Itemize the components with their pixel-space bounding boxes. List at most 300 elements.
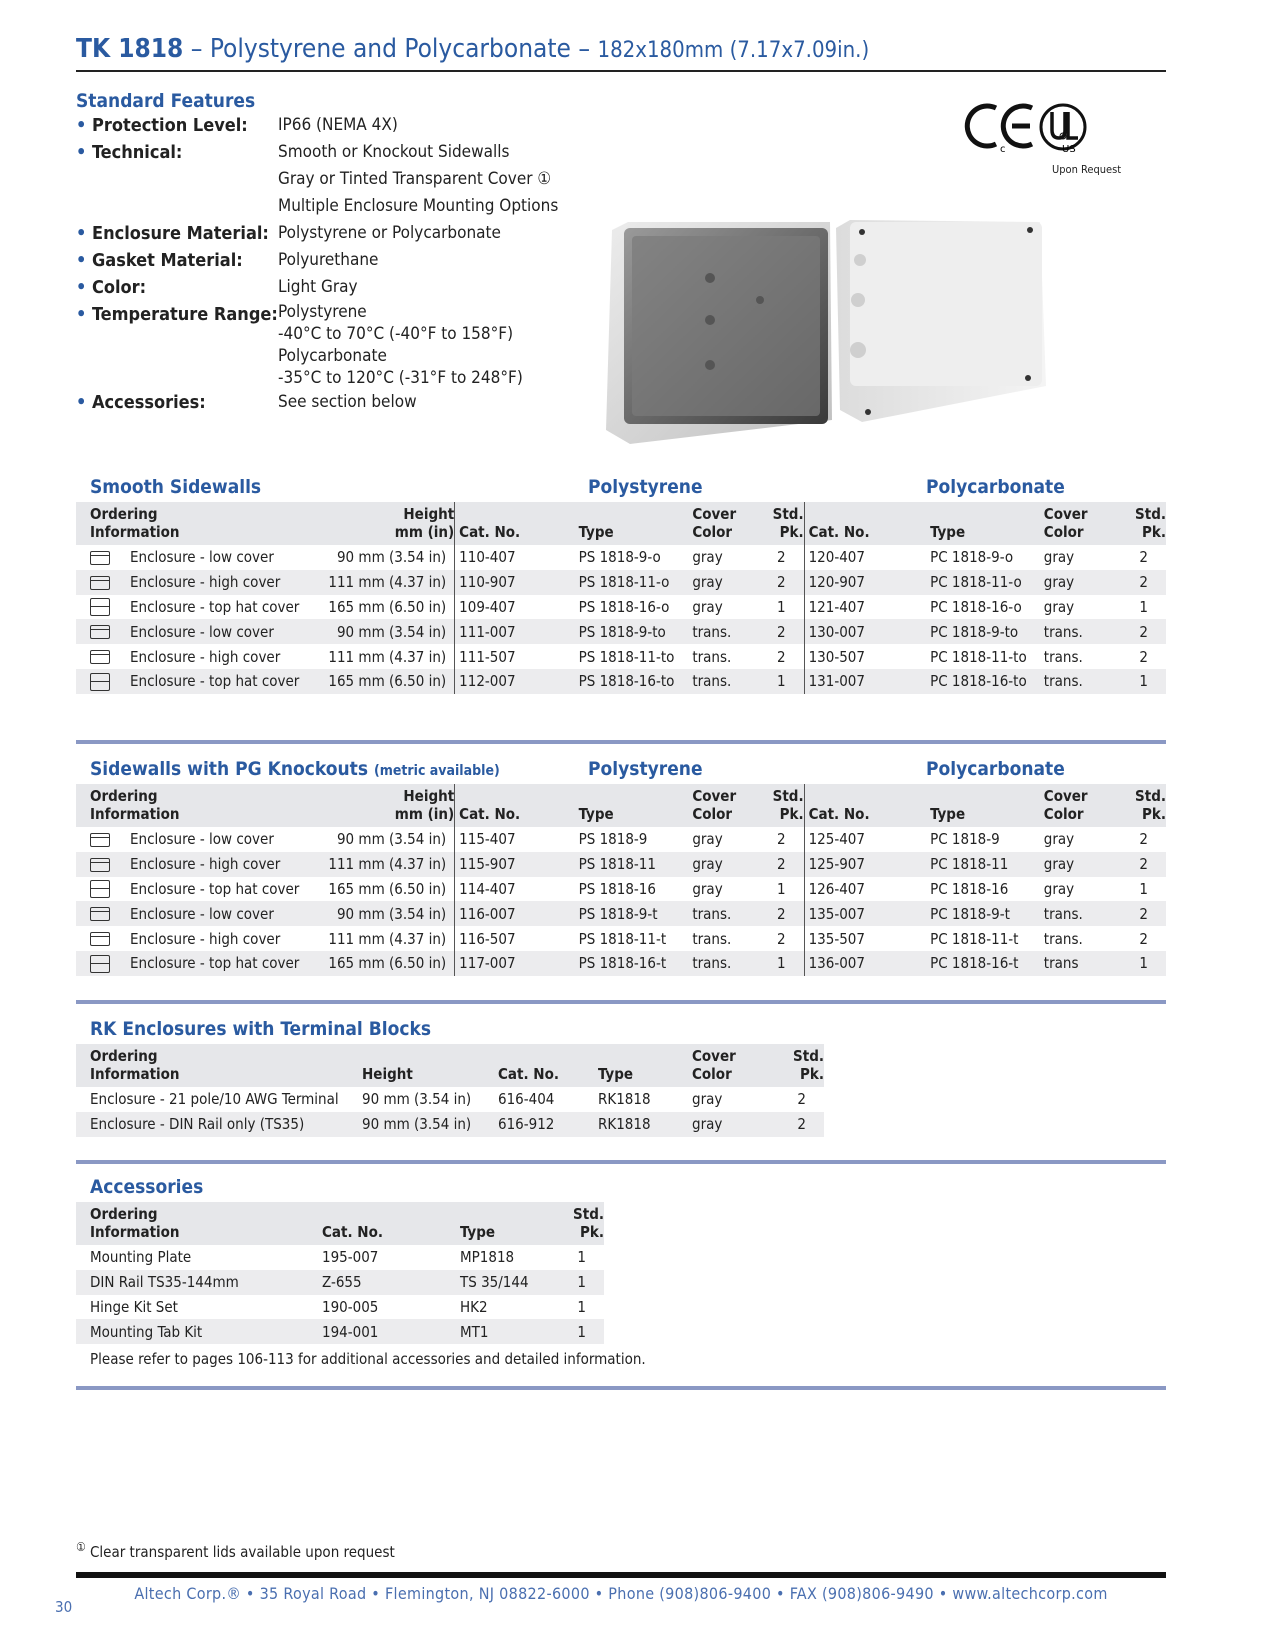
table-cell: 110-407 — [459, 548, 516, 567]
table-cell: 131-007 — [804, 669, 926, 694]
table-row — [76, 1270, 1166, 1295]
cell-text: Enclosure - top hat cover — [130, 597, 300, 616]
table-cell: trans. — [688, 901, 754, 926]
section-divider — [76, 740, 1166, 744]
table-cell: 135-007 — [804, 901, 926, 926]
enclosure-icon — [90, 673, 110, 691]
feature-label — [76, 112, 278, 139]
column-header: Ordering Information — [76, 502, 324, 545]
cell-text: Enclosure - top hat cover — [130, 954, 300, 973]
knockout-sidewalls-table — [76, 784, 1166, 976]
column-header: Std. Pk. — [754, 784, 804, 827]
table-cell: 2 — [754, 644, 804, 669]
table-cell: 2 — [754, 827, 804, 852]
enclosure-icon — [90, 880, 110, 898]
table-cell: 616-404 — [498, 1090, 555, 1109]
enclosure-icon — [90, 955, 110, 973]
footnote — [76, 1540, 395, 1561]
table-cell: 2 — [1139, 647, 1148, 666]
table-cell: PS 1818-9 — [578, 830, 648, 849]
table-cell: 1 — [568, 1270, 604, 1295]
table-cell: 111 mm (4.37 in) — [324, 926, 455, 951]
table-row — [76, 1245, 1166, 1270]
table-cell: gray — [1043, 879, 1075, 898]
table-row — [76, 644, 1166, 669]
table-cell: 190-005 — [322, 1297, 379, 1316]
table-cell: DIN Rail TS35-144mm — [76, 1270, 318, 1295]
table-cell: 115-907 — [455, 852, 575, 877]
column-header: Ordering Information — [76, 1044, 358, 1087]
table-cell: 90 mm (3.54 in) — [324, 827, 455, 852]
feature-row — [76, 139, 596, 220]
column-header: Type — [926, 784, 1040, 827]
column-header: Height — [358, 1044, 494, 1087]
table-row — [76, 545, 1166, 570]
column-header: Std. Pk. — [774, 1044, 824, 1087]
column-header: Cat. No. — [455, 502, 575, 545]
model-number: TK 1818 — [76, 34, 184, 64]
table-cell: gray — [692, 830, 723, 849]
table-cell: 90 mm (3.54 in) — [324, 545, 455, 570]
feature-label-text: Color: — [92, 277, 147, 298]
table-cell: PS 1818-16-to — [575, 669, 689, 694]
table-cell: gray — [692, 548, 723, 567]
table-row — [76, 1319, 1166, 1344]
features-list — [76, 112, 596, 416]
feature-row — [76, 247, 596, 274]
footnote-mark: ① — [76, 1540, 86, 1554]
table-cell: 2 — [754, 926, 804, 951]
table-cell: Mounting Tab Kit — [76, 1319, 318, 1344]
table-cell: PC 1818-16 — [930, 879, 1009, 898]
feature-value: Multiple Enclosure Mounting Options — [278, 196, 559, 216]
table-cell: PC 1818-11-o — [926, 570, 1040, 595]
table-row — [76, 619, 1166, 644]
ce-mark-icon — [967, 106, 1032, 146]
table-cell: 1 — [577, 1248, 586, 1267]
table-cell: 1 — [754, 669, 804, 694]
table-cell: trans. — [692, 929, 732, 948]
knockout-sidewalls-title — [90, 758, 500, 780]
feature-row — [76, 274, 596, 301]
cell-text: Enclosure - high cover — [130, 573, 281, 592]
column-header: Std. Pk. — [754, 502, 804, 545]
table-row — [76, 827, 1166, 852]
company-address: Altech Corp.® • 35 Royal Road • Flemington, NJ 08822-6000 • Phone (908)806-9400 • FAX (908)806-9490 • www.altechcorp.com — [134, 1584, 1108, 1603]
feature-values — [278, 247, 378, 274]
table-cell: gray — [1043, 830, 1075, 849]
table-cell: 1 — [568, 1319, 604, 1344]
smooth-sidewalls-section — [76, 476, 1166, 694]
table-cell: gray — [692, 1090, 723, 1109]
table-cell: PS 1818-9-to — [575, 619, 689, 644]
rk-title: RK Enclosures with Terminal Blocks — [90, 1018, 432, 1040]
feature-value: Polystyrene or Polycarbonate — [278, 223, 501, 243]
table-row — [76, 1295, 1166, 1320]
table-cell: gray — [692, 597, 723, 616]
table-cell: 115-407 — [459, 830, 516, 849]
table-row — [76, 1087, 1166, 1112]
table-cell: 1 — [754, 595, 804, 620]
table-cell: PS 1818-9-t — [575, 901, 689, 926]
table-cell: 1 — [1106, 951, 1166, 976]
feature-values — [278, 301, 523, 389]
table-cell: PS 1818-16-o — [578, 597, 670, 616]
table-cell: 2 — [1139, 548, 1148, 567]
accessories-table — [76, 1202, 1166, 1344]
table-cell: 111 mm (4.37 in) — [324, 570, 455, 595]
table-cell: 112-007 — [455, 669, 575, 694]
cell-text: Enclosure - low cover — [130, 830, 274, 849]
table-cell: 90 mm (3.54 in) — [358, 1112, 494, 1137]
table-row — [76, 595, 1166, 620]
column-header: Cat. No. — [804, 502, 926, 545]
table-header-row — [76, 502, 1166, 545]
title-material: Polystyrene and Polycarbonate — [209, 34, 571, 64]
table-cell: 165 mm (6.50 in) — [324, 877, 455, 902]
bullet-icon: • — [76, 142, 92, 163]
smooth-sidewalls-title: Smooth Sidewalls — [90, 476, 262, 498]
table-cell: PS 1818-11-to — [578, 647, 675, 666]
table-cell: gray — [1043, 548, 1075, 567]
table-cell: 111-507 — [459, 647, 516, 666]
column-header: Cover Color — [688, 784, 754, 827]
table-cell: trans. — [1040, 669, 1106, 694]
transparent-lid-enclosure — [606, 222, 832, 444]
feature-value: Light Gray — [278, 277, 358, 297]
feature-value: Smooth or Knockout Sidewalls — [278, 142, 510, 162]
table-cell: trans. — [1043, 929, 1083, 948]
feature-value: IP66 (NEMA 4X) — [278, 115, 398, 135]
table-cell: 125-907 — [804, 852, 926, 877]
title-dash: – — [570, 34, 598, 64]
table-cell: 2 — [774, 1112, 824, 1137]
table-cell: RK1818 — [598, 1090, 651, 1109]
table-cell — [76, 570, 324, 595]
column-header: Cover Color — [1040, 502, 1106, 545]
accessories-title: Accessories — [90, 1176, 204, 1198]
table-cell: PS 1818-11 — [575, 852, 689, 877]
table-cell — [76, 644, 324, 669]
column-header: Cover Color — [688, 1044, 774, 1087]
table-cell: PC 1818-16-t — [926, 951, 1040, 976]
table-cell: 2 — [754, 570, 804, 595]
table-cell — [76, 669, 324, 694]
table-row — [76, 1112, 1166, 1137]
table-cell: 1 — [1106, 669, 1166, 694]
page-title — [76, 34, 1166, 72]
table-cell: gray — [1043, 597, 1075, 616]
table-cell: 2 — [754, 619, 804, 644]
table-cell: 130-007 — [804, 619, 926, 644]
upon-request-note: Upon Request — [1052, 163, 1122, 176]
table-cell: 1 — [577, 1297, 586, 1316]
table-cell: 110-907 — [455, 570, 575, 595]
table-cell: PC 1818-9-o — [930, 548, 1014, 567]
footer-bar — [76, 1572, 1166, 1578]
enclosure-product-photo — [600, 220, 1090, 460]
table-cell: Mounting Plate — [90, 1248, 192, 1267]
enclosure-icon — [90, 576, 110, 590]
table-cell: MT1 — [456, 1319, 568, 1344]
table-cell: 165 mm (6.50 in) — [324, 595, 455, 620]
bullet-icon: • — [76, 115, 92, 136]
table-row — [76, 570, 1166, 595]
feature-label-text: Protection Level: — [92, 115, 248, 136]
metric-note: (metric available) — [373, 763, 500, 779]
feature-value: Gray or Tinted Transparent Cover ① — [278, 169, 552, 189]
table-cell: trans. — [1040, 619, 1106, 644]
table-cell — [76, 619, 324, 644]
table-row — [76, 951, 1166, 976]
gray-lid-enclosure — [836, 220, 1046, 422]
table-cell: PS 1818-16 — [578, 879, 656, 898]
table-cell: gray — [688, 852, 754, 877]
feature-label — [76, 139, 278, 220]
cell-text: Enclosure - high cover — [130, 929, 281, 948]
table-cell: 165 mm (6.50 in) — [324, 669, 455, 694]
table-cell: PC 1818-11-t — [930, 929, 1019, 948]
cell-text: Enclosure - top hat cover — [130, 879, 300, 898]
enclosure-icon — [90, 598, 110, 616]
table-cell: 1 — [754, 877, 804, 902]
cell-text: Enclosure - high cover — [130, 855, 281, 874]
table-cell: 2 — [1106, 619, 1166, 644]
table-row — [76, 852, 1166, 877]
rk-enclosures-section — [76, 1018, 1166, 1137]
feature-label — [76, 220, 278, 247]
table-header-row — [76, 784, 1166, 827]
feature-value: Polycarbonate — [278, 346, 387, 366]
table-cell: 90 mm (3.54 in) — [362, 1090, 472, 1109]
table-cell: PS 1818-16-t — [575, 951, 689, 976]
table-cell: 90 mm (3.54 in) — [324, 619, 455, 644]
ul-us-label: US — [1062, 144, 1076, 155]
table-row — [76, 669, 1166, 694]
ul-c-label: c — [1000, 144, 1006, 155]
column-header: Height mm (in) — [324, 784, 455, 827]
table-cell: 1 — [754, 951, 804, 976]
table-row — [76, 877, 1166, 902]
feature-row — [76, 389, 596, 416]
column-header: Cat. No. — [804, 784, 926, 827]
feature-label — [76, 274, 278, 301]
section-divider — [76, 1000, 1166, 1004]
smooth-sidewalls-table — [76, 502, 1166, 694]
table-cell: gray — [692, 879, 723, 898]
table-cell: Hinge Kit Set — [90, 1297, 178, 1316]
table-cell: 2 — [797, 1090, 806, 1109]
column-header: Ordering Information — [76, 784, 324, 827]
table-cell: trans. — [1043, 647, 1083, 666]
cell-text: Enclosure - low cover — [130, 622, 274, 641]
column-header: Type — [456, 1202, 568, 1245]
bullet-icon: • — [76, 392, 92, 413]
table-cell: Enclosure - 21 pole/10 AWG Terminal — [90, 1090, 339, 1109]
table-cell: PS 1818-11-o — [575, 570, 689, 595]
table-cell: gray — [1040, 570, 1106, 595]
accessories-note: Please refer to pages 106-113 for additional accessories and detailed information. — [90, 1350, 646, 1369]
table-cell: 117-007 — [455, 951, 575, 976]
table-cell: 120-907 — [804, 570, 926, 595]
feature-row — [76, 220, 596, 247]
cell-text: Enclosure - low cover — [130, 548, 274, 567]
feature-label — [76, 247, 278, 274]
column-header: Cat. No. — [455, 784, 575, 827]
table-cell: PS 1818-11-t — [578, 929, 667, 948]
cell-text: Enclosure - high cover — [130, 647, 281, 666]
table-cell: 2 — [1106, 852, 1166, 877]
feature-label-text: Temperature Range: — [92, 304, 278, 325]
table-cell: MP1818 — [460, 1248, 515, 1267]
feature-label — [76, 389, 278, 416]
table-cell: PC 1818-9-to — [926, 619, 1040, 644]
table-cell: RK1818 — [594, 1112, 688, 1137]
feature-label — [76, 301, 278, 389]
table-cell — [76, 595, 324, 620]
table-cell: 2 — [1139, 830, 1148, 849]
table-cell: 2 — [1106, 901, 1166, 926]
table-cell: PC 1818-9 — [930, 830, 1000, 849]
table-cell — [76, 951, 324, 976]
bullet-icon: • — [76, 250, 92, 271]
cell-text: Enclosure - low cover — [130, 904, 274, 923]
feature-values — [278, 220, 501, 247]
bullet-icon: • — [76, 223, 92, 244]
enclosure-icon — [90, 551, 110, 565]
enclosure-icon — [90, 858, 110, 872]
table-cell: trans. — [688, 619, 754, 644]
feature-label-text: Enclosure Material: — [92, 223, 269, 244]
enclosure-icon — [90, 907, 110, 921]
bullet-icon: • — [76, 304, 92, 325]
polycarbonate-heading: Polycarbonate — [926, 476, 1065, 498]
features-heading: Standard Features — [76, 90, 256, 112]
polystyrene-heading: Polystyrene — [588, 758, 703, 780]
knockout-title-text: Sidewalls with PG Knockouts — [90, 758, 369, 780]
feature-value: Polyurethane — [278, 250, 379, 270]
feature-label-text: Accessories: — [92, 392, 206, 413]
table-cell: trans. — [692, 647, 732, 666]
column-header: Std. Pk. — [568, 1202, 604, 1245]
table-cell: 114-407 — [459, 879, 516, 898]
column-header: Height mm (in) — [324, 502, 455, 545]
table-cell: 116-507 — [459, 929, 516, 948]
table-cell: gray — [688, 1112, 774, 1137]
column-header: Cover Color — [688, 502, 754, 545]
polystyrene-heading: Polystyrene — [588, 476, 703, 498]
table-cell: PC 1818-16-to — [926, 669, 1040, 694]
feature-label-text: Gasket Material: — [92, 250, 243, 271]
table-cell: trans — [1040, 951, 1106, 976]
title-dimensions: 182x180mm (7.17x7.09in.) — [597, 38, 870, 63]
table-cell — [76, 877, 324, 902]
feature-value: See section below — [278, 392, 417, 412]
rk-enclosures-table — [76, 1044, 1166, 1137]
column-header: Cat. No. — [494, 1044, 594, 1087]
table-cell: PC 1818-11 — [926, 852, 1040, 877]
title-dash: – — [183, 34, 210, 64]
feature-value: Polystyrene — [278, 302, 367, 322]
table-cell: gray — [1040, 852, 1106, 877]
table-header-row — [76, 1202, 1166, 1245]
table-cell — [76, 852, 324, 877]
table-cell — [76, 901, 324, 926]
table-cell: 121-407 — [808, 597, 865, 616]
table-cell — [76, 827, 324, 852]
column-header: Type — [575, 784, 689, 827]
table-row — [76, 901, 1166, 926]
bullet-icon: • — [76, 277, 92, 298]
table-cell: 111 mm (4.37 in) — [324, 852, 455, 877]
table-cell — [76, 926, 324, 951]
column-header: Type — [926, 502, 1040, 545]
standard-features — [76, 90, 596, 416]
table-cell: trans. — [688, 669, 754, 694]
table-cell: HK2 — [460, 1297, 488, 1316]
table-cell: 2 — [754, 852, 804, 877]
feature-values — [278, 112, 398, 139]
cell-text: Enclosure - top hat cover — [130, 672, 300, 691]
column-header: Ordering Information — [76, 1202, 318, 1245]
table-cell: 165 mm (6.50 in) — [324, 951, 455, 976]
table-cell: 130-507 — [808, 647, 865, 666]
feature-row — [76, 112, 596, 139]
feature-row — [76, 301, 596, 389]
knockout-sidewalls-section — [76, 758, 1166, 976]
accessories-section — [76, 1176, 1166, 1374]
table-cell: gray — [688, 570, 754, 595]
column-header: Cat. No. — [318, 1202, 456, 1245]
column-header: Type — [575, 502, 689, 545]
table-row — [76, 926, 1166, 951]
table-cell: TS 35/144 — [456, 1270, 568, 1295]
feature-label-text: Technical: — [92, 142, 183, 163]
ul-mark-icon — [1000, 105, 1085, 155]
table-cell: Enclosure - DIN Rail only (TS35) — [76, 1112, 358, 1137]
table-header-row — [76, 1044, 1166, 1087]
feature-values — [278, 389, 417, 416]
page-number: 30 — [55, 1598, 73, 1616]
table-cell: trans. — [688, 951, 754, 976]
table-cell: 90 mm (3.54 in) — [324, 901, 455, 926]
table-cell: 125-407 — [808, 830, 865, 849]
column-header: Std. Pk. — [1106, 784, 1166, 827]
table-cell: 616-912 — [494, 1112, 594, 1137]
table-cell: PC 1818-16-o — [930, 597, 1022, 616]
enclosure-icon — [90, 932, 110, 946]
table-cell: 136-007 — [804, 951, 926, 976]
table-cell: 2 — [1106, 570, 1166, 595]
table-cell: 109-407 — [459, 597, 516, 616]
table-cell: 194-001 — [318, 1319, 456, 1344]
enclosure-icon — [90, 833, 110, 847]
section-divider — [76, 1160, 1166, 1164]
section-divider — [76, 1386, 1166, 1390]
table-cell: 1 — [1139, 879, 1148, 898]
feature-value: -40°C to 70°C (-40°F to 158°F) — [278, 324, 514, 344]
column-header: Std. Pk. — [1106, 502, 1166, 545]
feature-values — [278, 274, 358, 301]
table-cell: 2 — [754, 545, 804, 570]
table-cell: PS 1818-9-o — [578, 548, 661, 567]
enclosure-icon — [90, 650, 110, 664]
polycarbonate-heading: Polycarbonate — [926, 758, 1065, 780]
table-cell: 135-507 — [808, 929, 865, 948]
column-header: Cover Color — [1040, 784, 1106, 827]
table-cell — [76, 545, 324, 570]
table-cell: PC 1818-11-to — [930, 647, 1027, 666]
